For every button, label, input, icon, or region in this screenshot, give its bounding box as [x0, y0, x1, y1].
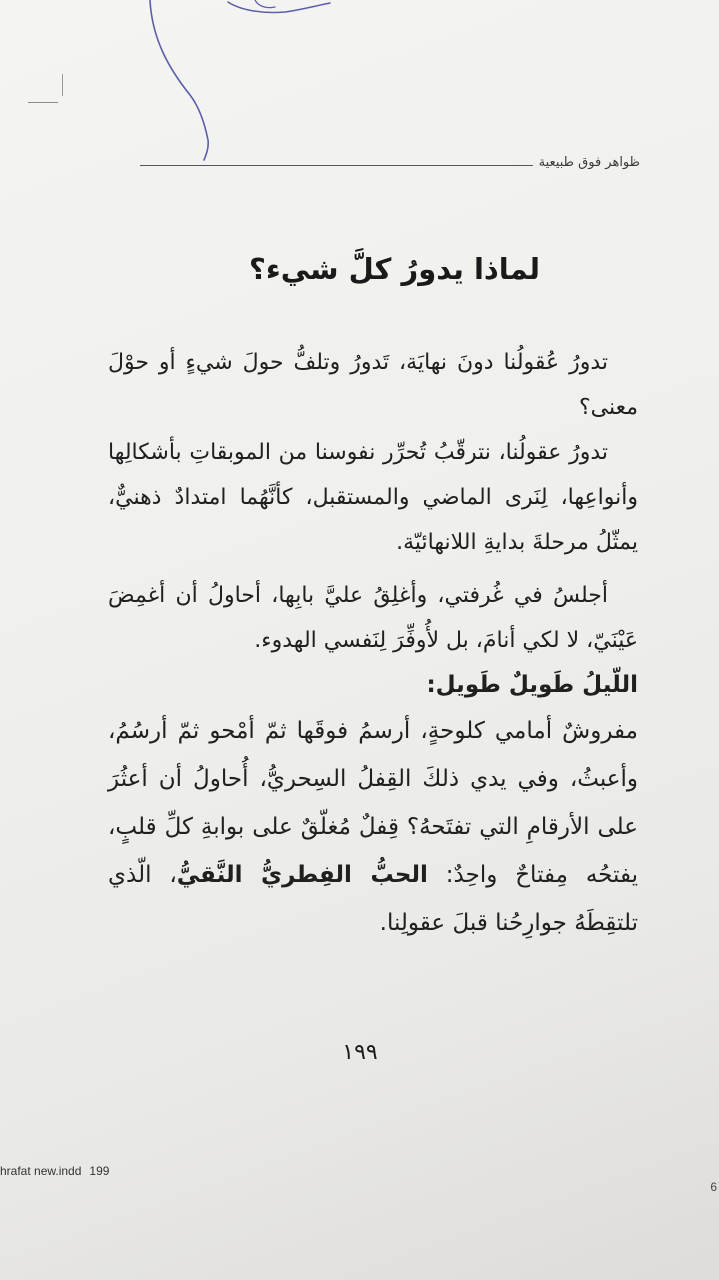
print-slug-file: hrafat new.indd [0, 1164, 82, 1178]
body-text [108, 340, 638, 947]
paragraph-3: أجلسُ في غُرفتي، وأغلِقُ عليَّ بابِها، أحاولُ أن أغمِضَ عَيْنَيّ، لا لكي أنامَ، بل لأُوفِّرَ لِنَفسي الهدوء. [108, 583, 638, 653]
margin-dash-mark [28, 102, 58, 103]
print-slug-page: 199 [89, 1164, 110, 1178]
paragraph-4-ending: ، الّذي تلتقِطَهُ جوارِحُنا قبلَ عقولِنا. [108, 862, 638, 936]
subheading: اللّيلُ طَويلٌ طَويل: [426, 672, 638, 698]
paragraph-4-text: مفروشٌ أمامي كلوحةٍ، أرسمُ فوقَها ثمّ أمْحو ثمّ أرسُمُ، وأعبثُ، وفي يدي ذلكَ القِفلُ السِحريُّ، أُحاولُ أن أعثُرَ على الأرقامِ التي تفتَحهُ؟ قِفلٌ مُغلّقٌ على بوابةِ كلِّ قلبٍ، يفتحُه مِفتاحٌ واحِدٌ: [108, 718, 638, 888]
print-slug [0, 1164, 109, 1178]
paragraph-4 [108, 707, 638, 947]
running-header [140, 150, 640, 174]
paragraph-2: تدورُ عقولُنا، نترقّبُ تُحرِّر نفوسنا من الموبقاتِ بأشكالِها وأنواعِها، لِنَرى الماضي والمستقبل، كأنَّهُما امتدادٌ ذهنيٌّ، يمثّلُ مرحلةَ بدايةِ اللانهائيّة. [108, 440, 638, 555]
paragraph-4-bold-phrase: الحبُّ الفِطريُّ النَّقيُّ [176, 862, 428, 888]
margin-tick-mark [62, 74, 63, 96]
running-header-rule [140, 165, 533, 166]
running-header-text: ظواهر فوق طبيعية [538, 154, 640, 170]
chapter-title: لماذا يدورُ كلَّ شيء؟ [249, 252, 540, 286]
edge-mark: 6 [710, 1180, 717, 1194]
paragraph-1: تدورُ عُقولُنا دونَ نهايَة، تَدورُ وتلفُّ حولَ شيءٍ أو حوْلَ معنى؟ [108, 350, 638, 420]
page-number: ١٩٩ [342, 1040, 378, 1065]
